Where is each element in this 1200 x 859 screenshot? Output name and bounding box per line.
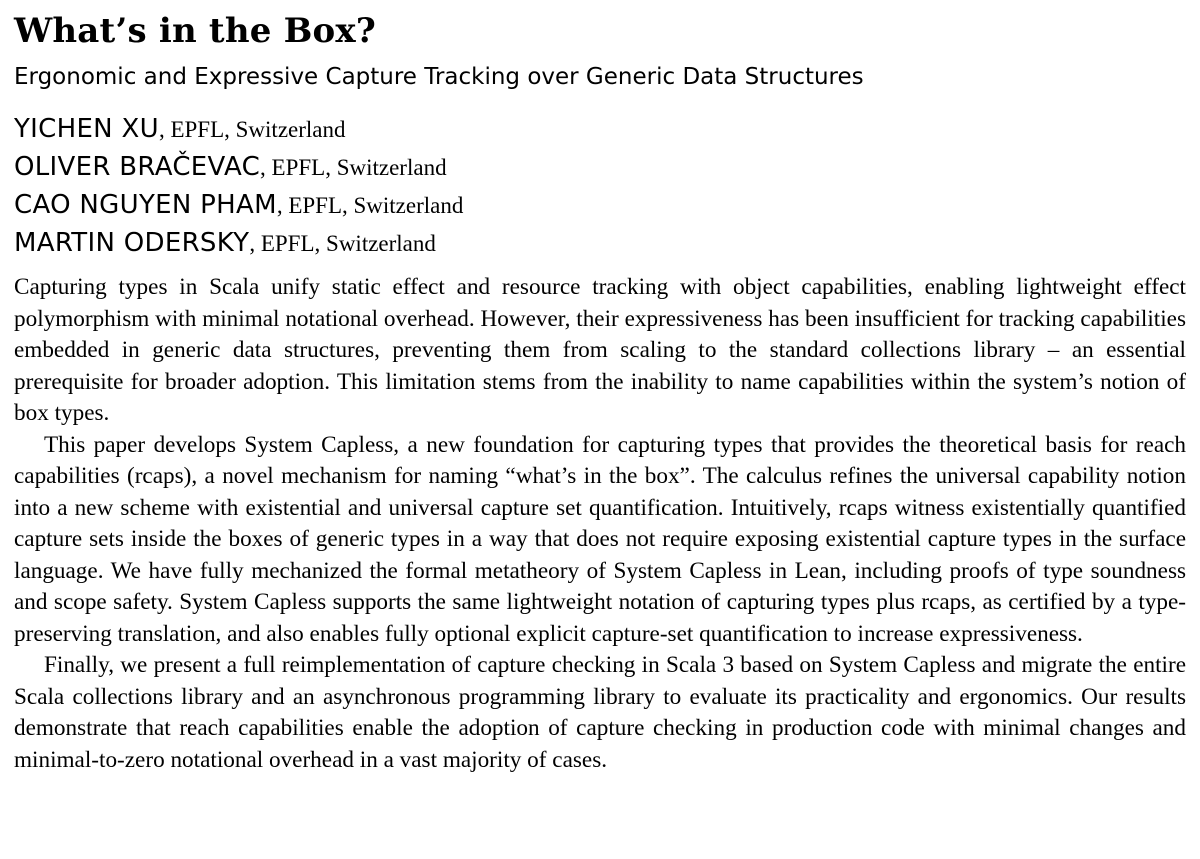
abstract-paragraph: This paper develops System Capless, a new foundation for capturing types that provides the theoretical basis for reach capabilities (rcaps), a novel mechanism for naming “what’s in the box”. The calculus refines the universal capability notion into a new scheme with existential and universal capture set quantification. Intuitively, rcaps witness existentially quantified capture sets inside the boxes of generic types in a way that does not require exposing existential capture types in the surface language. We have fully mechanized the formal metatheory of System Capless in Lean, including proofs of type soundness and scope safety. System Capless supports the same lightweight notation of capturing types plus rcaps, as certified by a type-preserving translation, and also enables fully optional explicit capture-set quantification to increase expressiveness.	[14, 431, 1186, 647]
author-entry	[14, 148, 1186, 186]
author-affiliation: , EPFL, Switzerland	[276, 193, 464, 218]
author-entry	[14, 224, 1186, 262]
abstract	[14, 272, 1186, 776]
author-entry	[14, 186, 1186, 224]
author-name: CAO NGUYEN PHAM	[14, 190, 277, 220]
author-affiliation: , EPFL, Switzerland	[260, 155, 447, 180]
abstract-paragraph: Finally, we present a full reimplementation of capture checking in Scala 3 based on System Capless and migrate the entire Scala collections library and an asynchronous programming library to evaluate its practicality and ergonomics. Our results demonstrate that reach capabilities enable the adoption of capture checking in production code with minimal changes and minimal-to-zero notational overhead in a vast majority of cases.	[14, 652, 1186, 773]
author-list	[14, 110, 1186, 262]
paper-subtitle: Ergonomic and Expressive Capture Tracking over Generic Data Structures	[14, 64, 864, 90]
author-name: OLIVER BRAČEVAC	[14, 152, 261, 182]
author-affiliation: , EPFL, Switzerland	[158, 117, 346, 142]
author-name: YICHEN XU	[14, 114, 159, 144]
author-entry	[14, 110, 1186, 148]
paper-title: What’s in the Box?	[14, 11, 377, 51]
author-name: MARTIN ODERSKY	[14, 228, 250, 258]
abstract-paragraph: Capturing types in Scala unify static effect and resource tracking with object capabilities, enabling lightweight effect polymorphism with minimal notational overhead. However, their expressiveness has been insufficient for tracking capabilities embedded in generic data structures, preventing them from scaling to the standard collections library – an essential prerequisite for broader adoption. This limitation stems from the inability to name capabilities within the system’s notion of box types.	[14, 274, 1186, 426]
author-affiliation: , EPFL, Switzerland	[249, 231, 436, 256]
